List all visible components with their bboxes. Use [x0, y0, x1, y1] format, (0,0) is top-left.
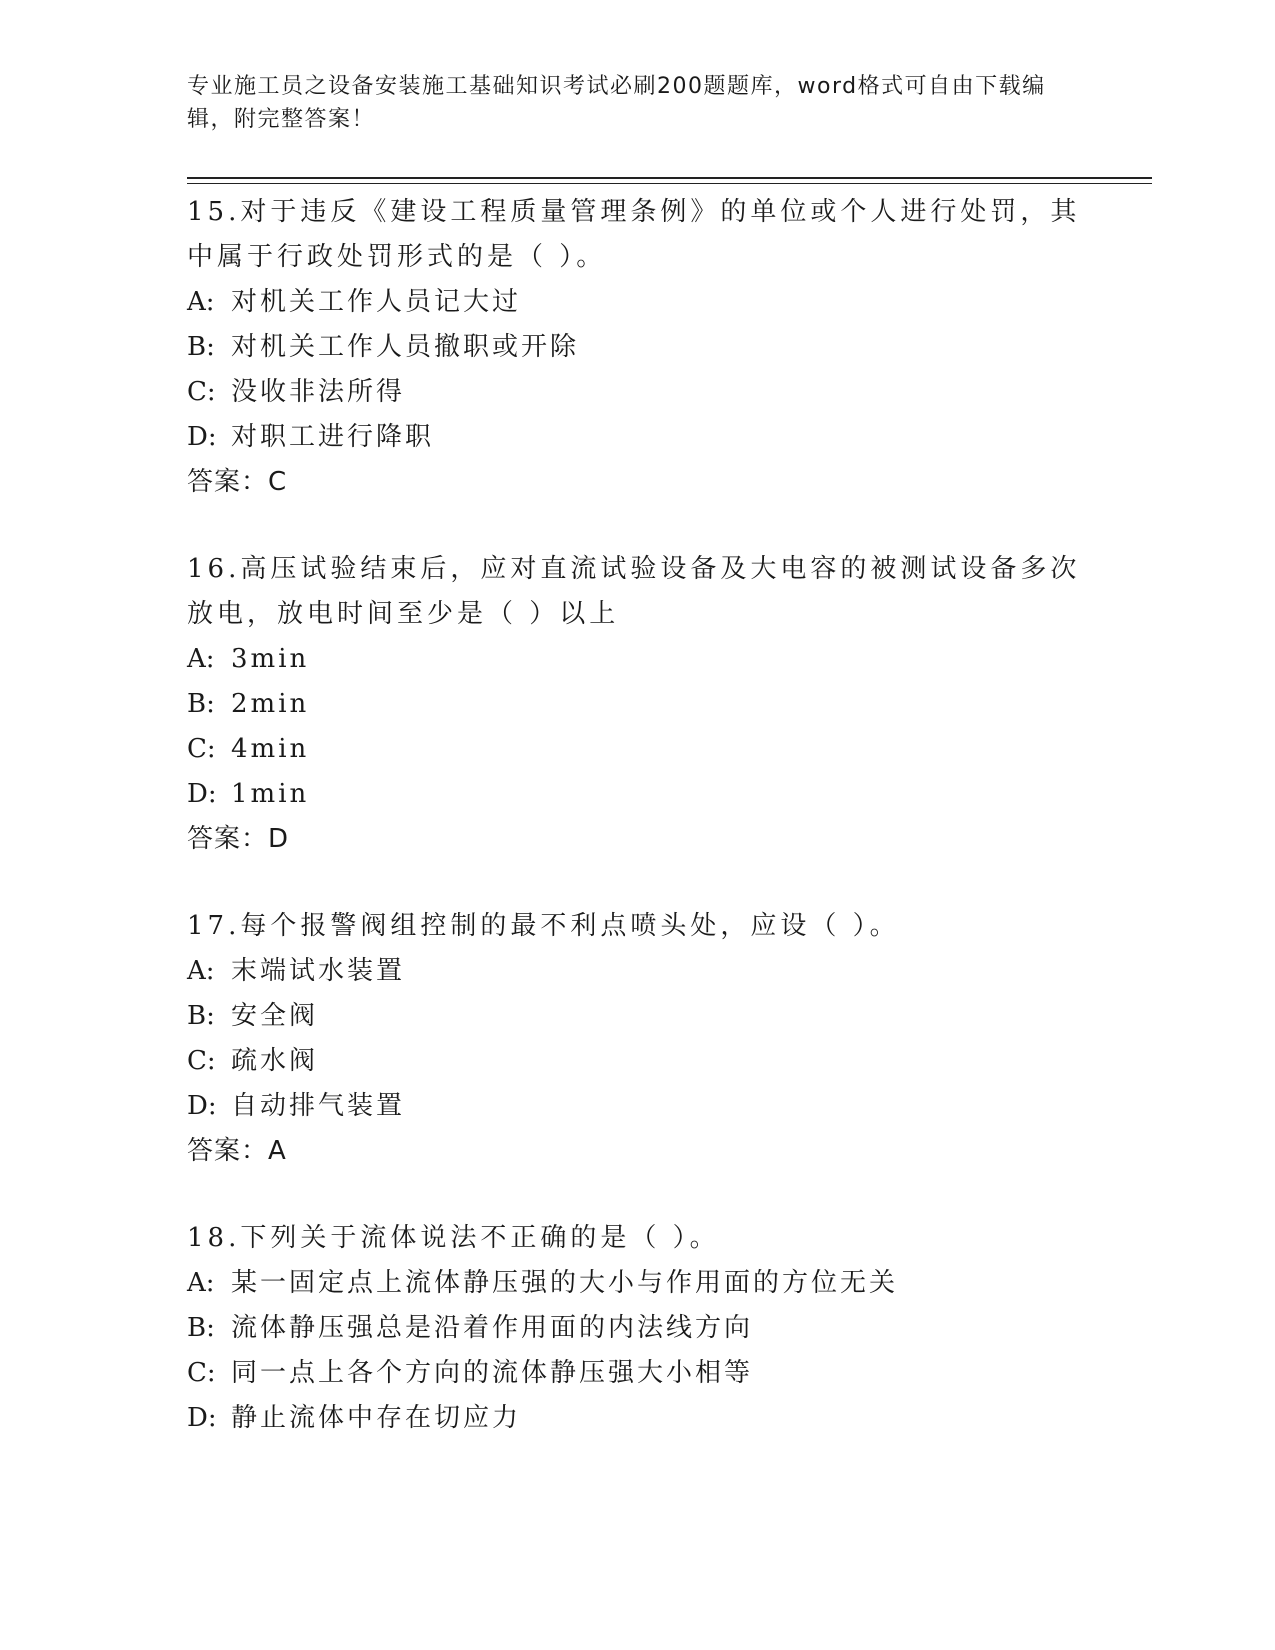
question-text: 18.下列关于流体说法不正确的是（ ）。 — [187, 1223, 720, 1253]
option-text: 对机关工作人员撤职或开除 — [231, 332, 580, 362]
option-a — [187, 637, 1087, 682]
option-c — [187, 370, 1087, 415]
option-c — [187, 1039, 1087, 1084]
option-a — [187, 1261, 1087, 1306]
option-text: 4min — [231, 734, 310, 764]
option-d — [187, 1396, 1087, 1441]
option-text: 3min — [231, 644, 310, 674]
option-d — [187, 772, 1087, 817]
question-18 — [187, 1216, 1087, 1441]
option-letter: B: — [187, 332, 215, 362]
option-text: 自动排气装置 — [231, 1091, 406, 1121]
option-letter: B: — [187, 1001, 215, 1031]
question-text: 15.对于违反《建设工程质量管理条例》的单位或个人进行处罚，其中属于行政处罚形式的是（ ）。 — [187, 197, 1081, 272]
question-15 — [187, 190, 1087, 505]
option-c — [187, 1351, 1087, 1396]
option-letter: C: — [187, 1046, 216, 1076]
question-17 — [187, 904, 1087, 1174]
option-letter: A: — [187, 956, 215, 986]
option-text: 疏水阀 — [231, 1046, 319, 1076]
question-text: 16.高压试验结束后，应对直流试验设备及大电容的被测试设备多次放电，放电时间至少是（ ）以上 — [187, 554, 1081, 629]
option-text: 某一固定点上流体静压强的大小与作用面的方位无关 — [231, 1268, 899, 1298]
option-letter: C: — [187, 734, 216, 764]
option-d — [187, 415, 1087, 460]
header-divider-thin — [187, 183, 1152, 184]
option-letter: D: — [187, 1091, 217, 1121]
option-letter: A: — [187, 287, 215, 317]
option-letter: C: — [187, 1358, 216, 1388]
option-text: 没收非法所得 — [231, 377, 406, 407]
option-letter: C: — [187, 377, 216, 407]
option-letter: D: — [187, 779, 217, 809]
option-d — [187, 1084, 1087, 1129]
answer-line: 答案：C — [187, 467, 288, 497]
option-b — [187, 1306, 1087, 1351]
document-header: 专业施工员之设备安装施工基础知识考试必刷200题题库，word格式可自由下载编辑，附完整答案！ — [187, 74, 1046, 132]
option-text: 对机关工作人员记大过 — [231, 287, 522, 317]
option-b — [187, 994, 1087, 1039]
option-b — [187, 325, 1087, 370]
answer-line: 答案：A — [187, 1136, 287, 1166]
option-text: 末端试水装置 — [231, 956, 406, 986]
option-letter: A: — [187, 1268, 215, 1298]
option-letter: D: — [187, 422, 217, 452]
option-c — [187, 727, 1087, 772]
option-a — [187, 280, 1087, 325]
header-divider-thick — [187, 177, 1152, 179]
question-list — [187, 190, 1087, 1483]
option-text: 对职工进行降职 — [231, 422, 435, 452]
option-text: 静止流体中存在切应力 — [231, 1403, 522, 1433]
option-a — [187, 949, 1087, 994]
option-b — [187, 682, 1087, 727]
option-letter: B: — [187, 689, 215, 719]
option-letter: D: — [187, 1403, 217, 1433]
question-16 — [187, 547, 1087, 862]
option-letter: A: — [187, 644, 215, 674]
option-text: 流体静压强总是沿着作用面的内法线方向 — [231, 1313, 754, 1343]
option-letter: B: — [187, 1313, 215, 1343]
option-text: 安全阀 — [231, 1001, 319, 1031]
option-text: 同一点上各个方向的流体静压强大小相等 — [231, 1358, 754, 1388]
question-text: 17.每个报警阀组控制的最不利点喷头处，应设（ ）。 — [187, 911, 900, 941]
option-text: 2min — [231, 689, 310, 719]
answer-line: 答案：D — [187, 824, 290, 854]
option-text: 1min — [231, 779, 310, 809]
